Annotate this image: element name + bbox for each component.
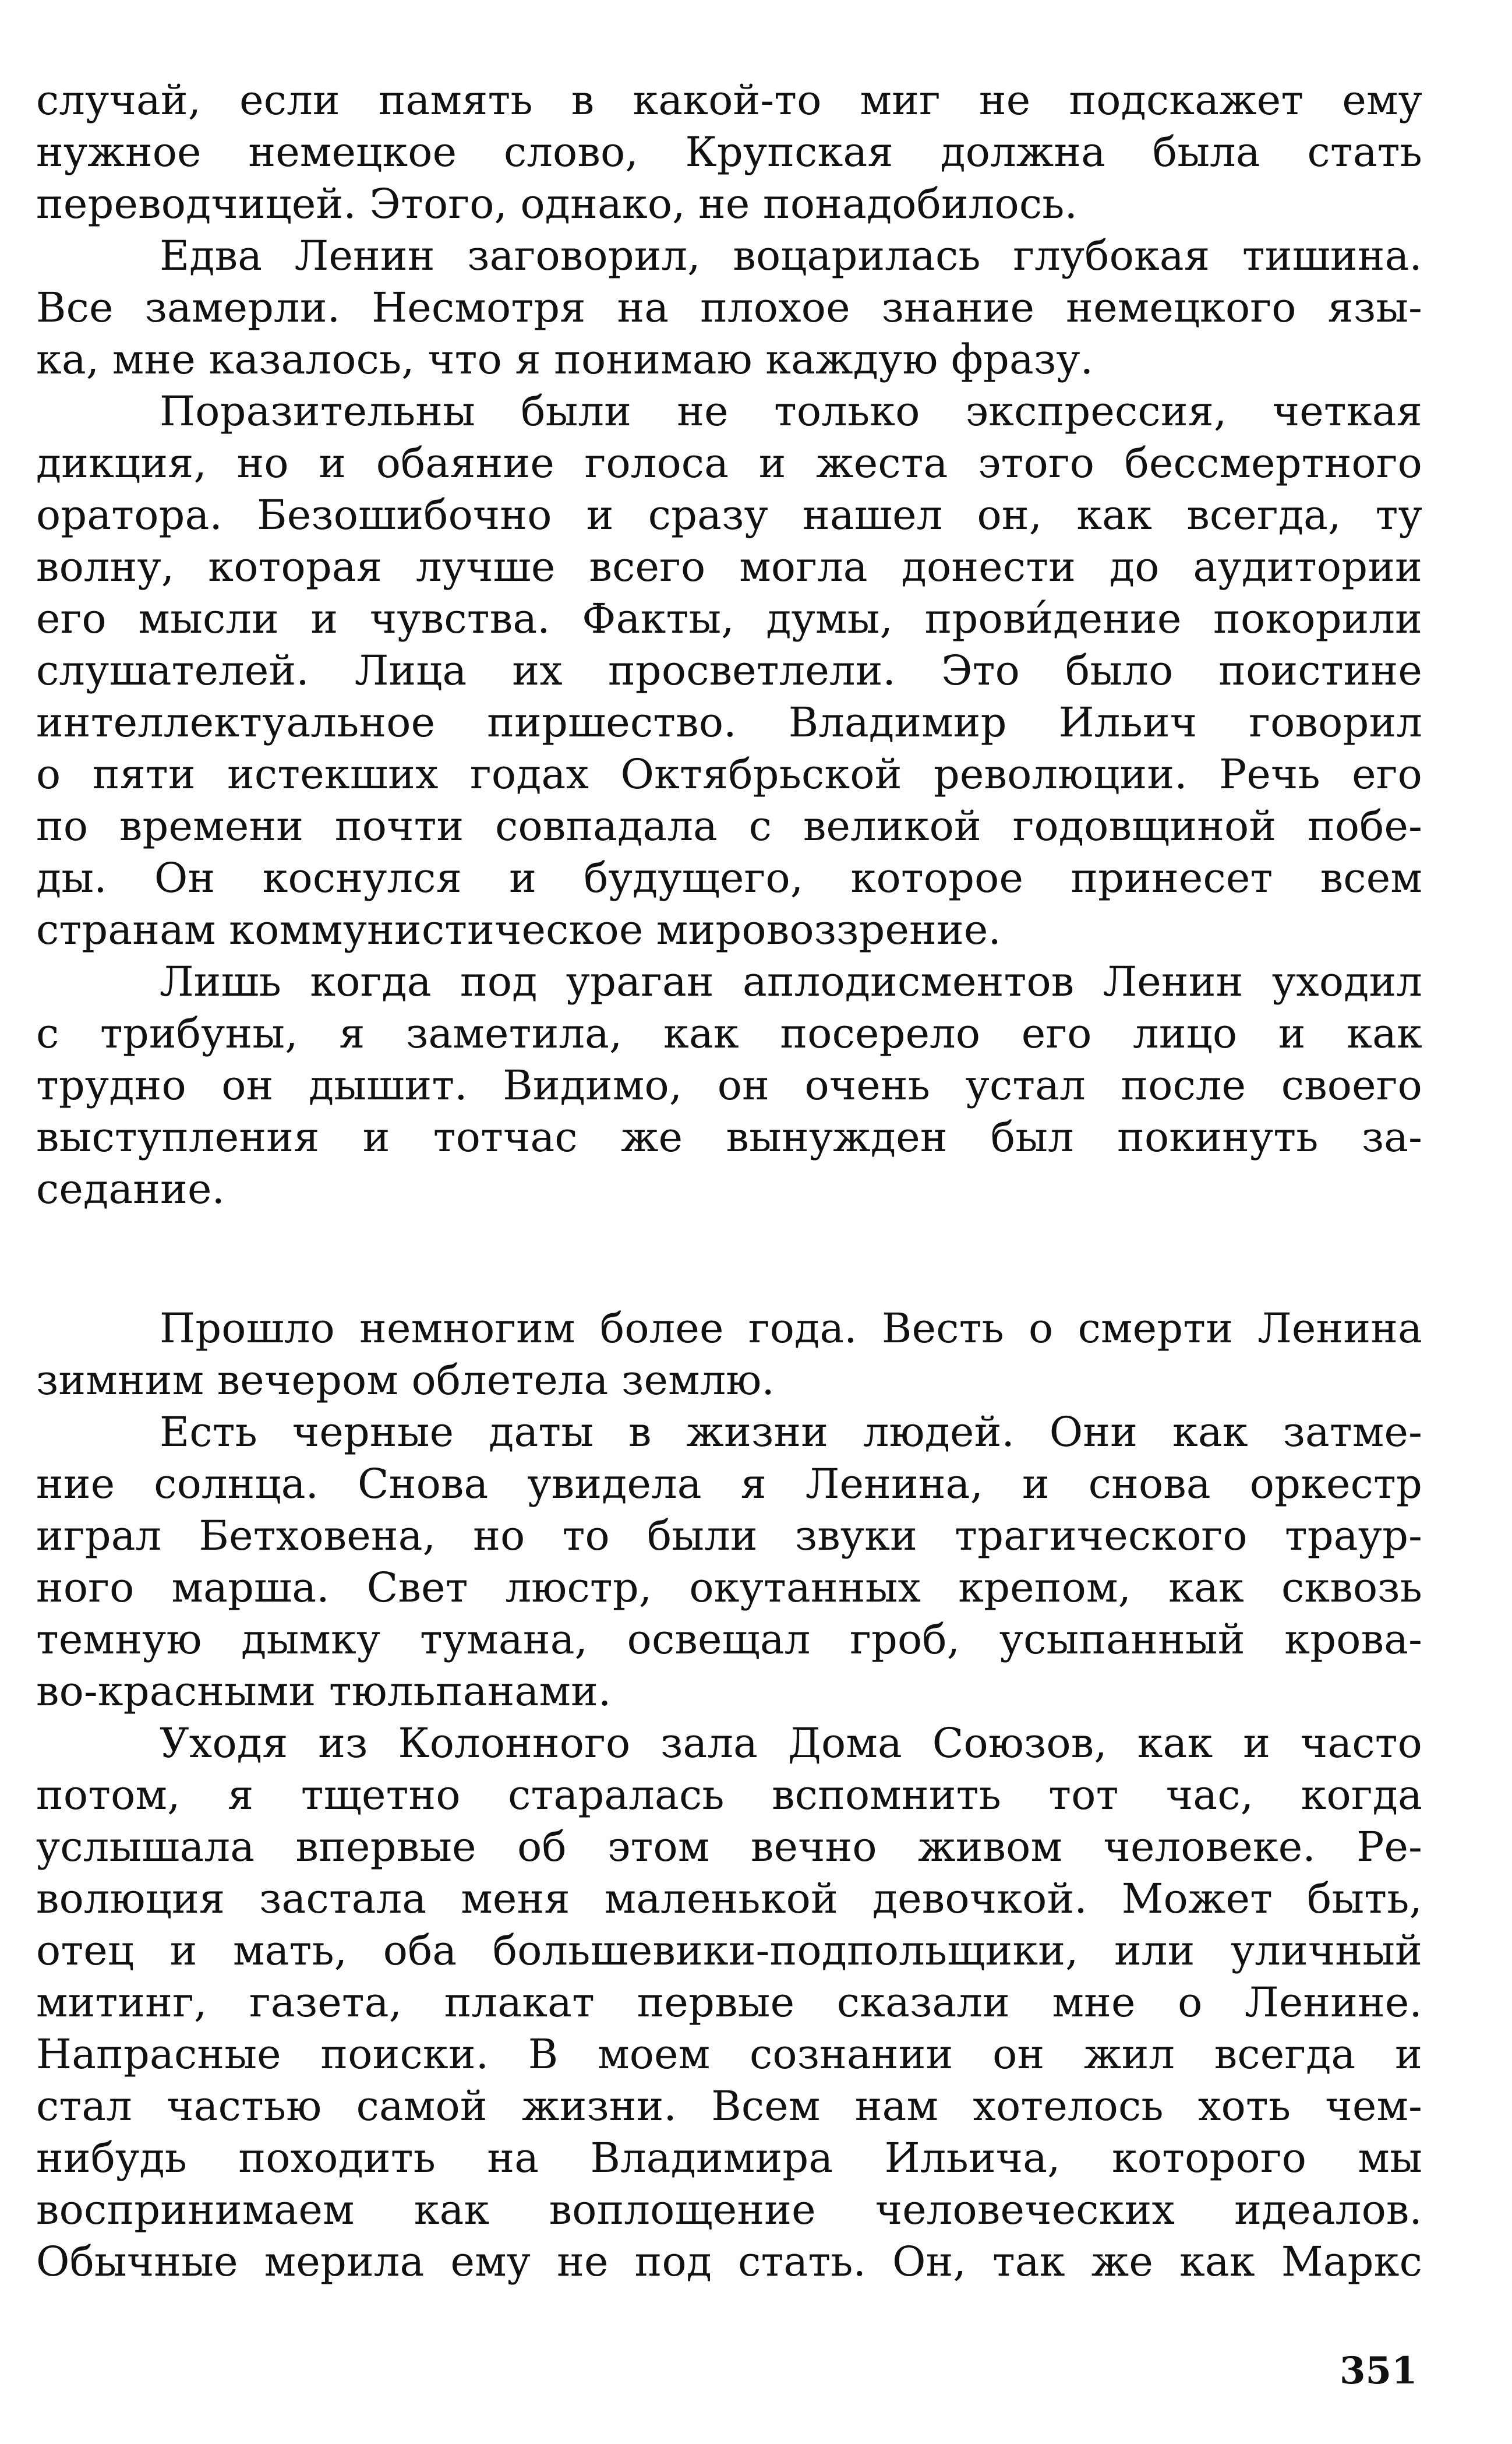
text-line: нужное немецкое слово, Крупская должна была стать [36,128,1422,176]
text-line: Напрасные поиски. В моем сознании он жил всегда и [36,2030,1422,2078]
text-line: Уходя из Колонного зала Дома Союзов, как и часто [160,1719,1422,1767]
text-line: случай, если память в какой-то миг не подскажет ему [36,76,1422,124]
text-line: волюция застала меня маленькой девочкой. Может быть, [36,1875,1422,1923]
text-line: темную дымку тумана, освещал гроб, усыпанный крова- [36,1616,1422,1663]
text-section-1 [36,75,1422,1215]
text-line: ного марша. Свет люстр, окутанных крепом, как сквозь [36,1564,1422,1611]
text-line: седание. [36,1165,225,1213]
text-line: воспринимаем как воплощение человеческих идеалов. [36,2186,1422,2234]
text-section-2 [36,1303,1422,2288]
text-line: Поразительны были не только экспрессия, четкая [160,387,1422,435]
text-line: с трибуны, я заметила, как посерело его лицо и как [36,1010,1422,1057]
text-line: волну, которая лучше всего могла донести до аудитории [36,543,1422,591]
text-line: Лишь когда под ураган аплодисментов Ленин уходил [160,958,1422,1006]
text-line: митинг, газета, плакат первые сказали мне о Ленине. [36,1979,1422,2026]
text-line: трудно он дышит. Видимо, он очень устал после своего [36,1061,1422,1109]
text-line: о пяти истекших годах Октябрьской революции. Речь его [36,750,1422,798]
text-line: нибудь походить на Владимира Ильича, которого мы [36,2134,1422,2182]
text-line: переводчицей. Этого, однако, не понадобилось. [36,180,1078,228]
text-line: его мысли и чувства. Факты, думы, прови́дение покорили [36,595,1422,643]
text-line: Едва Ленин заговорил, воцарилась глубокая тишина. [160,232,1422,280]
text-line: ды. Он коснулся и будущего, которое принесет всем [36,854,1422,902]
text-line: играл Бетховена, но то были звуки трагического траур- [36,1512,1422,1560]
text-line: Есть черные даты в жизни людей. Они как затме- [160,1408,1422,1456]
text-line: ка, мне казалось, что я понимаю каждую фразу. [36,336,1094,383]
text-line: дикция, но и обаяние голоса и жеста этого бессмертного [36,439,1422,487]
text-line: стал частью самой жизни. Всем нам хотелось хоть чем- [36,2082,1422,2130]
text-line: слушателей. Лица их просветлели. Это было поистине [36,647,1422,694]
text-line: услышала впервые об этом вечно живом человеке. Ре- [36,1823,1422,1871]
page-number: 351 [1340,2349,1418,2393]
text-line: интеллектуальное пиршество. Владимир Ильич говорил [36,699,1422,746]
text-line: зимним вечером облетела землю. [36,1356,775,1404]
text-line: странам коммунистическое мировоззрение. [36,906,1001,954]
text-line: оратора. Безошибочно и сразу нашел он, как всегда, ту [36,491,1422,539]
text-line: отец и мать, оба большевики-подпольщики, или уличный [36,1927,1422,1974]
text-line: Обычные мерила ему не под стать. Он, так же как Маркс [36,2238,1422,2286]
text-line: потом, я тщетно старалась вспомнить тот час, когда [36,1771,1422,1819]
text-line: Прошло немногим более года. Весть о смерти Ленина [160,1304,1422,1352]
text-line: выступления и тотчас же вынужден был покинуть за- [36,1113,1422,1161]
text-line: Все замерли. Несмотря на плохое знание немецкого язы- [36,284,1422,331]
text-line: во-красными тюльпанами. [36,1667,612,1715]
text-line: по времени почти совпадала с великой годовщиной побе- [36,802,1422,850]
text-line: ние солнца. Снова увидела я Ленина, и снова оркестр [36,1460,1422,1508]
